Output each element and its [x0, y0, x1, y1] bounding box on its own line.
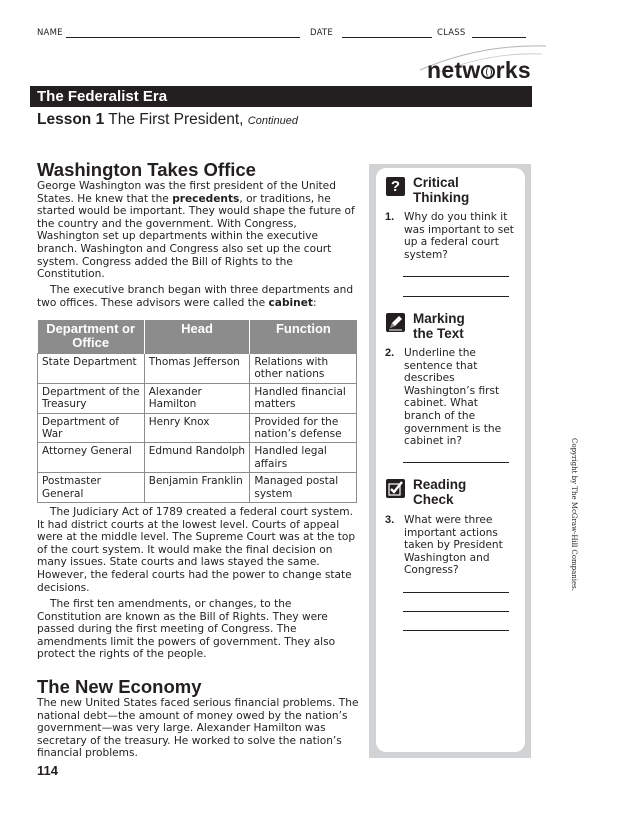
section1-para2: The executive branch began with three departments and two offices. These advisors were called the cabinet: [37, 284, 354, 309]
question-number: 3. [385, 514, 395, 526]
section1-para1: George Washington was the first president of the United States. He knew that the precedents, or traditions, he started would be important. They would shape the future of the country and the government. With Congress, Washington set up departments within the executive branch. Washington and Congress also set up the court system. Congress added the Bill of Rights to the Constitution. [37, 180, 355, 281]
lesson-label: Lesson 1 [37, 111, 105, 128]
critical-thinking-heading: Critical Thinking [413, 175, 470, 205]
table-cell: Department of War [38, 413, 145, 443]
question-number: 2. [385, 347, 395, 359]
table-cell: Handled financial matters [250, 383, 357, 413]
section-heading-economy: The New Economy [37, 676, 202, 697]
marking-text-heading: Marking the Text [413, 311, 465, 341]
answer-line[interactable] [403, 276, 509, 277]
reading-check-heading: Reading Check [413, 477, 467, 507]
page-number: 114 [37, 763, 58, 778]
table-row [38, 413, 357, 443]
table-cell: Thomas Jefferson [144, 354, 250, 384]
checkmark-icon [386, 479, 405, 498]
lesson-title: The First President, [108, 111, 244, 128]
term-precedents: precedents [172, 192, 240, 205]
table-row [38, 354, 357, 384]
class-line [472, 37, 526, 38]
table-cell: Department of the Treasury [38, 383, 145, 413]
table-row [38, 443, 357, 473]
table-cell: Henry Knox [144, 413, 250, 443]
table-cell: Managed postal system [250, 473, 357, 503]
networks-logo: netw rks [427, 57, 532, 83]
table-cell: State Department [38, 354, 145, 384]
table-cell: Handled legal affairs [250, 443, 357, 473]
section-heading-washington: Washington Takes Office [37, 159, 256, 180]
logo-globe-icon [481, 65, 495, 79]
term-cabinet: cabinet [268, 296, 313, 309]
column-header: Department or Office [38, 320, 145, 354]
question-marking: Underline the sentence that describes Washington’s first cabinet. What branch of the government is the cabinet in? [404, 347, 502, 448]
section1-para3: The Judiciary Act of 1789 created a federal court system. It had district courts at the lowest level. Courts of appeal were at the middle level. The Supreme Court was at the top of the court system. It would make the final decision on many issues. State courts and laws stayed the same. However, the federal courts had the power to change state decisions. [37, 506, 356, 594]
section2-para1: The new United States faced serious financial problems. The national debt—the amount of money owed by the nation’s government—was very large. Alexander Hamilton was secretary of the treasury. He worked to solve the nation’s financial problems. [37, 697, 359, 760]
table-cell: Relations with other nations [250, 354, 357, 384]
answer-line[interactable] [403, 462, 509, 463]
table-cell: Provided for the nation’s defense [250, 413, 357, 443]
table-cell: Attorney General [38, 443, 145, 473]
date-line [342, 37, 432, 38]
chapter-title-bar: The Federalist Era [30, 86, 532, 107]
table-cell: Benjamin Franklin [144, 473, 250, 503]
cabinet-table [37, 320, 357, 503]
question-mark-icon: ? [386, 177, 405, 196]
answer-line[interactable] [403, 592, 509, 593]
copyright-notice: Copyright by The McGraw-Hill Companies. [570, 438, 578, 591]
lesson-continued: Continued [247, 115, 298, 127]
table-row [38, 383, 357, 413]
table-cell: Edmund Randolph [144, 443, 250, 473]
table-cell: Postmaster General [38, 473, 145, 503]
question-number: 1. [385, 211, 395, 223]
table-row [38, 473, 357, 503]
question-critical: Why do you think it was important to set up a federal court system? [404, 211, 514, 261]
section1-para4: The first ten amendments, or changes, to the Constitution are known as the Bill of Rights. They were passed during the first meeting of Congress. The amendments limit the powers of government. They also protect the rights of the people. [37, 598, 336, 661]
column-header: Function [250, 320, 357, 354]
pencil-marking-icon [386, 313, 405, 332]
answer-line[interactable] [403, 630, 509, 631]
name-line [66, 37, 300, 38]
table-header-row [38, 320, 357, 354]
class-label: CLASS [437, 28, 466, 38]
question-reading: What were three important actions taken by President Washington and Congress? [404, 514, 503, 577]
answer-line[interactable] [403, 296, 509, 297]
date-label: DATE [310, 28, 333, 38]
column-header: Head [144, 320, 250, 354]
lesson-header [37, 111, 298, 129]
answer-line[interactable] [403, 611, 509, 612]
table-cell: Alexander Hamilton [144, 383, 250, 413]
name-label: NAME [37, 28, 63, 38]
